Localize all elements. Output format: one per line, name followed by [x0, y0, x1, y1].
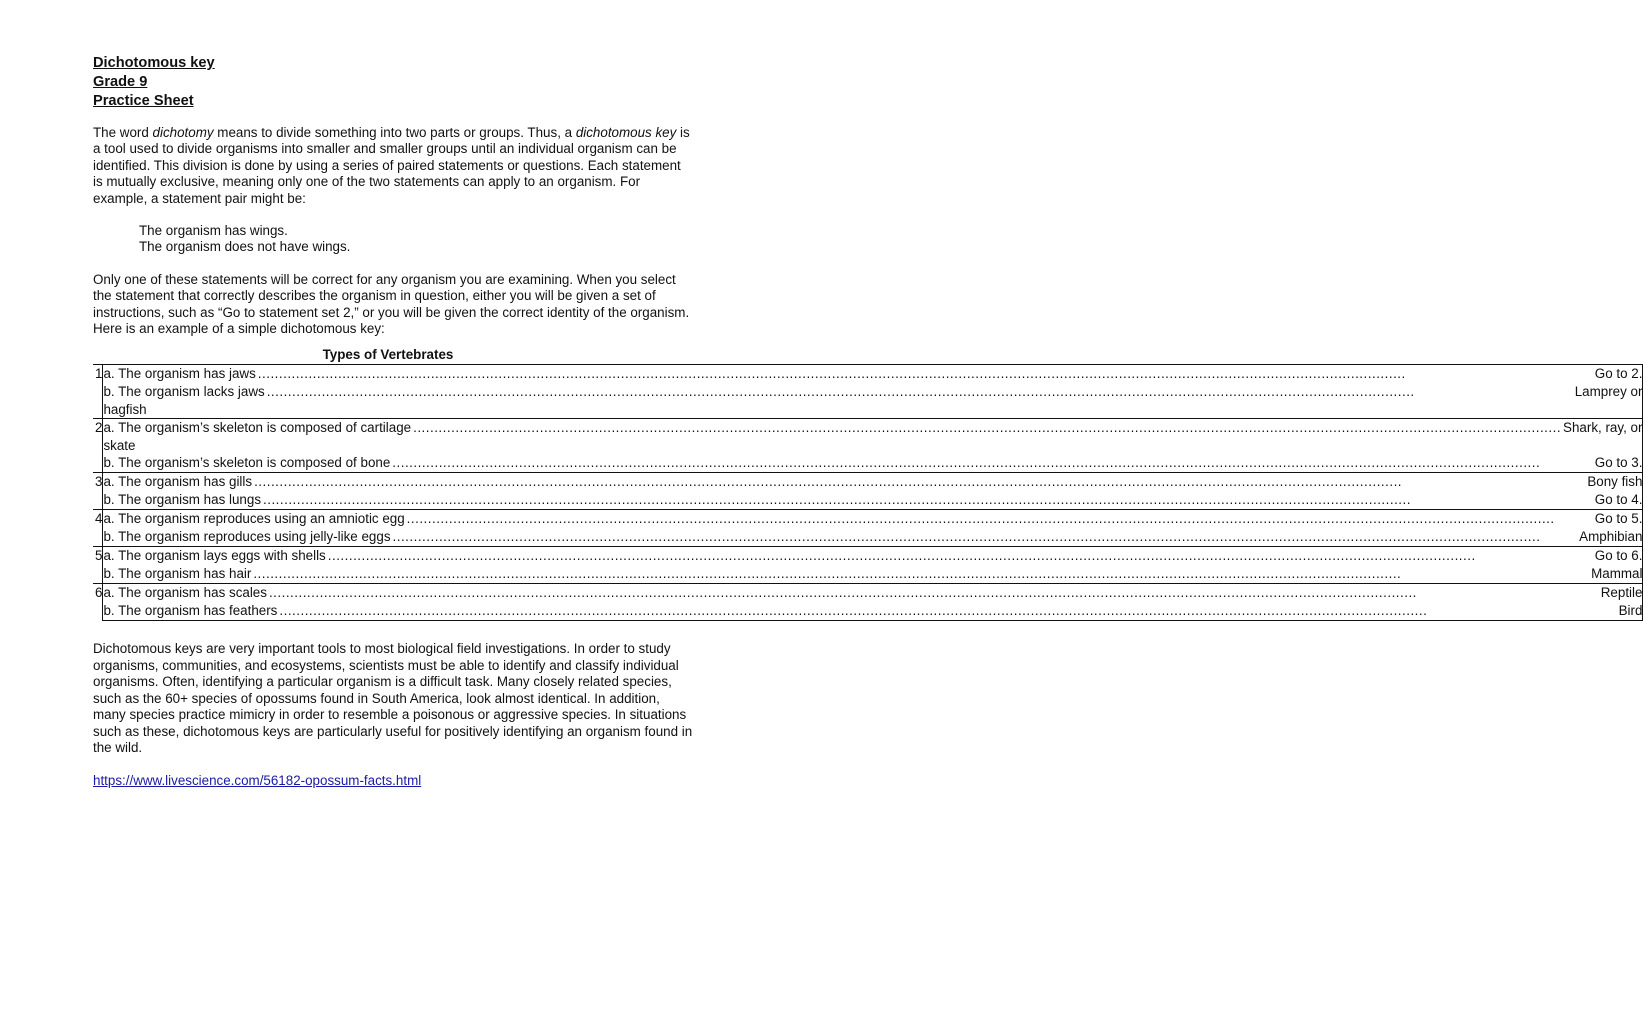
statement-number: 5: [93, 547, 103, 584]
term-dichotomous-key: dichotomous key: [575, 125, 677, 140]
statement-b: b. The organism reproduces using jelly-like eggs ..... Amphibian: [103, 528, 1643, 547]
table-row: [93, 565, 1643, 584]
statement-a: a. The organism lays eggs with shells ..... Go to 6.: [103, 547, 1643, 566]
document-title: [93, 54, 693, 111]
statement-number: 1: [93, 365, 103, 419]
table-row: [93, 419, 1643, 455]
reference-link[interactable]: https://www.livescience.com/56182-opossum-facts.html: [93, 773, 422, 789]
statement-b: b. The organism has lungs ..... Go to 4.: [103, 491, 1643, 510]
intro-paragraph: [93, 125, 693, 207]
dichotomous-key-table: [93, 364, 1643, 621]
title-line-2: Grade 9: [93, 74, 148, 90]
table-row: [93, 602, 1643, 621]
statement-b: b. The organism has hair ..... Mammal: [103, 565, 1643, 584]
statement-number: 4: [93, 510, 103, 547]
statement-a: a. The organism has jaws ..... Go to 2.: [103, 365, 1643, 384]
table-row: [93, 528, 1643, 547]
statement-number: 6: [93, 584, 103, 621]
title-line-3: Practice Sheet: [93, 93, 194, 109]
statement-a: a. The organism reproduces using an amniotic egg ..... Go to 5.: [103, 510, 1643, 529]
statement-number: 3: [93, 473, 103, 510]
document-page: [93, 54, 1643, 789]
statement-b: b. The organism’s skeleton is composed of bone ..... Go to 3.: [103, 454, 1643, 473]
example-line-2: The organism does not have wings.: [139, 239, 351, 255]
statement-number: 2: [93, 419, 103, 473]
example-line-1: The organism has wings.: [139, 223, 288, 239]
intro-text-1: The word: [93, 125, 153, 140]
table-row: [93, 383, 1643, 419]
table-row: [93, 547, 1643, 566]
table-row: [93, 473, 1643, 492]
closing-paragraph: Dichotomous keys are very important tools to most biological field investigations. In order to study organisms, communities, and ecosystems, scientists must be able to identify and classify individual organisms. Often, identifying a particular organism is a difficult task. Many closely related species, such as the 60+ species of opossums found in South America, look almost identical. In addition, many species practice mimicry in order to resemble a poisonous or aggressive species. In situations such as these, dichotomous keys are particularly useful for positively identifying an organism found in the wild.: [93, 641, 693, 755]
statement-a: a. The organism has scales ..... Reptile: [103, 584, 1643, 603]
intro-text-3: is a tool used to divide organisms into smaller and smaller groups until an individual organism can be identified. This division is done by using a series of paired statements or questions. Each statement is mutually exclusive, meaning only one of the two statements can apply to an organism. For example, a statement pair might be:: [93, 125, 690, 206]
key-table-title: Types of Vertebrates: [322, 347, 454, 363]
statement-b: b. The organism has feathers ..... Bird: [103, 602, 1643, 621]
title-line-1: Dichotomous key: [93, 55, 215, 71]
table-row: [93, 454, 1643, 473]
table-row: [93, 510, 1643, 529]
term-dichotomy: dichotomy: [152, 125, 214, 140]
table-row: [93, 584, 1643, 603]
statement-a: a. The organism has gills ..... Bony fish: [103, 473, 1643, 492]
table-row: [93, 491, 1643, 510]
intro-text-2: means to divide something into two parts or groups. Thus, a: [213, 125, 576, 140]
statement-a: a. The organism’s skeleton is composed of cartilage ..... Shark, ray, or skate: [103, 419, 1643, 455]
table-row: [93, 365, 1643, 384]
statement-b: b. The organism lacks jaws ..... Lamprey or hagfish: [103, 383, 1643, 419]
instructions-paragraph: Only one of these statements will be correct for any organism you are examining. When you select the statement that correctly describes the organism in question, either you will be given a set of instructions, such as “Go to statement set 2,” or you will be given the correct identity of the organism. Here is an example of a simple dichotomous key:: [93, 271, 690, 337]
example-statements: [139, 223, 693, 256]
